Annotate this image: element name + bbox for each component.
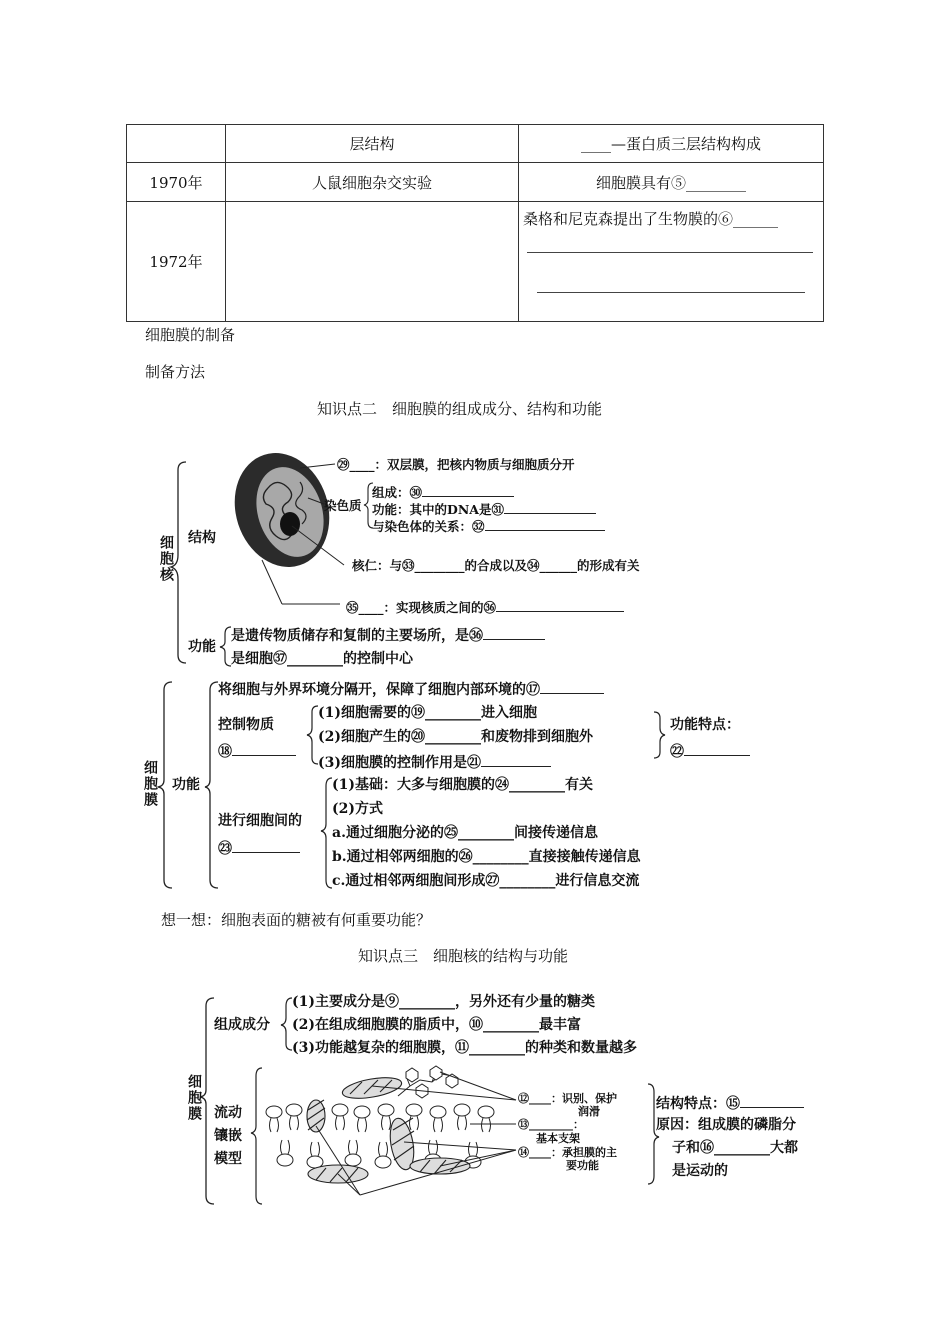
communication-item-2: (2)方式	[332, 801, 383, 817]
communication-number-text: ㉓	[218, 841, 232, 857]
label-glycocalyx-2: 润滑	[578, 1105, 600, 1118]
chromatin-relation	[372, 516, 605, 535]
control-item-3-text: (3)细胞膜的控制作用是㉑	[318, 755, 481, 771]
communication-item-5: c.通过相邻两细胞间形成㉗________进行信息交流	[332, 873, 640, 889]
answer-blank	[504, 499, 596, 514]
structure-feature-3: 子和⑯________大都	[672, 1140, 798, 1156]
nucleus-function-1-text: 是遗传物质储存和复制的主要场所，是㊱	[231, 628, 483, 644]
nuclear-pore-text	[346, 597, 624, 616]
answer-blank	[496, 597, 624, 612]
structure-feature-4: 是运动的	[672, 1163, 728, 1179]
answer-blank	[540, 679, 604, 694]
composition-item-2: (2)在组成细胞膜的脂质中，⑩________最丰富	[292, 1017, 581, 1033]
function-label: 功能	[188, 639, 216, 655]
brace-membrane-function	[158, 682, 172, 888]
brace-function	[205, 682, 218, 888]
table-cell-year: 1970年	[127, 163, 226, 202]
membrane-structure-root-label: 细胞膜	[186, 1074, 202, 1122]
answer-blank	[485, 516, 605, 531]
conclusion-text: 桑格和尼克森提出了生物膜的⑥______	[523, 210, 779, 228]
model-label-1: 流动	[214, 1105, 242, 1121]
structure-label: 结构	[188, 530, 216, 546]
brace-nucleus-function	[220, 627, 231, 666]
section-heading: 细胞膜的制备	[145, 326, 236, 344]
fluid-mosaic-model	[266, 1066, 516, 1195]
label-glycocalyx: ⑫____：识别、保护	[518, 1092, 617, 1105]
chromatin-composition-text: 组成：㉚	[372, 485, 423, 500]
membrane-function-line1-text: 将细胞与外界环境分隔开，保障了细胞内部环境的⑰	[218, 682, 540, 698]
nucleolus-text: 核仁：与㉝________的合成以及㉞______的形成有关	[352, 558, 640, 573]
brace-composition	[281, 998, 292, 1050]
communication-label: 进行细胞间的	[218, 813, 302, 829]
feature-number	[670, 741, 750, 761]
control-item-1: (1)细胞需要的⑲________进入细胞	[318, 705, 537, 721]
structure-feature-2: 原因：组成膜的磷脂分	[656, 1117, 796, 1133]
brace-model	[251, 1068, 262, 1204]
nucleus-function-2: 是细胞㊲________的控制中心	[231, 651, 413, 667]
chromatin-function-text: 功能：其中的DNA是㉛	[372, 502, 504, 517]
answer-blank	[483, 625, 545, 640]
control-number	[218, 741, 296, 761]
communication-item-3: a.通过细胞分泌的㉕________间接传递信息	[332, 825, 598, 841]
pointer-pore	[262, 560, 282, 604]
brace-control-right	[654, 712, 665, 758]
section-subheading: 制备方法	[145, 363, 206, 381]
answer-blank	[422, 482, 514, 497]
nucleus-function-1	[231, 625, 545, 645]
structure-feature-1	[656, 1093, 804, 1113]
communication-item-4: b.通过相邻两细胞的㉖________直接接触传递信息	[332, 849, 641, 865]
table-cell-experiment: 人鼠细胞杂交实验	[226, 163, 519, 202]
answer-blank	[232, 838, 300, 853]
nucleus-root-label: 细胞核	[158, 535, 174, 583]
kp3-title: 知识点三 细胞核的结构与功能	[358, 947, 569, 965]
feature-label: 功能特点：	[670, 717, 740, 733]
control-label: 控制物质	[218, 717, 274, 733]
membrane-root-label: 细胞膜	[142, 760, 158, 808]
table-cell-experiment: 层结构	[226, 125, 519, 163]
label-protein-2: 要功能	[566, 1159, 599, 1172]
chromatin-relation-text: 与染色体的关系：㉜	[372, 519, 485, 534]
answer-blank	[684, 741, 750, 756]
nuclear-pore-label: ㉟____：实现核质之间的㊱	[346, 600, 497, 615]
table-cell-conclusion: 细胞膜具有⑤________	[519, 163, 824, 202]
answer-blank	[232, 741, 296, 756]
model-label-2: 镶嵌	[214, 1128, 242, 1144]
feature-number-text: ㉒	[670, 744, 684, 760]
answer-blank	[740, 1093, 804, 1108]
communication-item-1: (1)基础：大多与细胞膜的㉔________有关	[332, 777, 593, 793]
structure-feature-1-text: 结构特点：⑮	[656, 1096, 740, 1112]
composition-item-1: (1)主要成分是⑨________，另外还有少量的糖类	[292, 994, 595, 1010]
model-label-3: 模型	[214, 1151, 242, 1167]
membrane-function-label: 功能	[172, 777, 200, 793]
membrane-function-line1	[218, 679, 604, 699]
answer-blank	[481, 752, 551, 767]
brace-control	[307, 706, 318, 764]
control-number-text: ⑱	[218, 744, 232, 760]
label-bilayer: ⑬________：	[518, 1118, 584, 1131]
composition-item-3: (3)功能越复杂的细胞膜，⑪________的种类和数量越多	[292, 1040, 637, 1056]
label-protein: ⑭____：承担膜的主	[518, 1146, 617, 1159]
kp2-title: 知识点二 细胞膜的组成成分、结构和功能	[317, 400, 603, 418]
phospholipid-upper	[266, 1104, 494, 1132]
control-item-3	[318, 752, 551, 772]
table-cell-year: 1972年	[127, 202, 226, 322]
nuclear-envelope-text: ㉙____：双层膜，把核内物质与细胞质分开	[337, 457, 575, 472]
brace-communication	[321, 778, 332, 888]
label-bilayer-2: 基本支架	[536, 1132, 580, 1145]
chromatin-label: 染色质	[324, 498, 362, 513]
composition-label: 组成成分	[214, 1017, 270, 1033]
table-cell-conclusion: ____—蛋白质三层结构构成	[519, 125, 824, 163]
control-item-2: (2)细胞产生的⑳________和废物排到细胞外	[318, 729, 593, 745]
think-question: 想一想：细胞表面的糖被有何重要功能？	[161, 911, 432, 929]
communication-number	[218, 838, 300, 858]
